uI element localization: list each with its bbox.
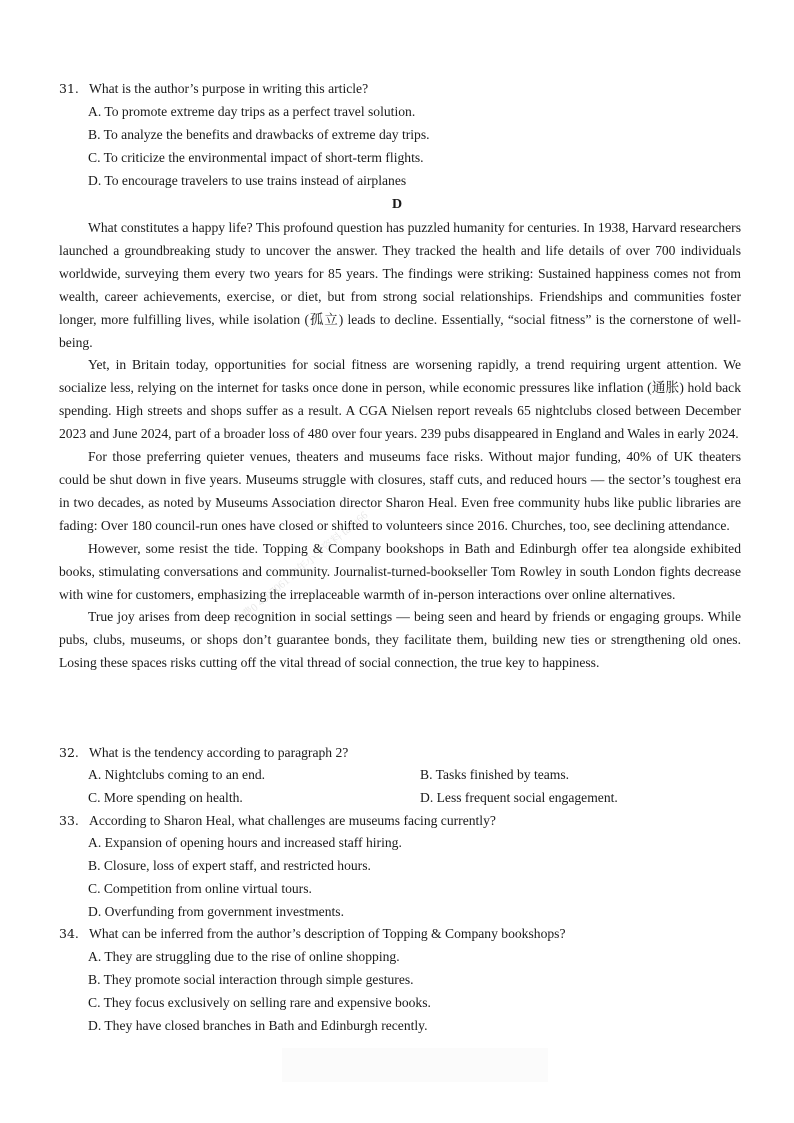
- question-number: 33.: [59, 813, 79, 828]
- question-31-option-a: A. To promote extreme day trips as a perfect travel solution.: [88, 104, 416, 119]
- question-33-option-b: B. Closure, loss of expert staff, and restricted hours.: [88, 858, 371, 873]
- question-number: 31.: [59, 81, 79, 96]
- question-32-stem: [59, 745, 348, 761]
- question-text: What is the tendency according to paragraph 2?: [89, 745, 349, 760]
- question-34-stem: [59, 926, 565, 942]
- question-text: What is the author’s purpose in writing this article?: [89, 81, 369, 96]
- passage-paragraph-2: Yet, in Britain today, opportunities for social fitness are worsening rapidly, a trend requiring urgent attention. We socialize less, relying on the internet for tasks once done in person, while economic pressures like inflation (通胀) hold back spending. High streets and shops suffer as a result. A CGA Nielsen report reveals 65 nightclubs closed between December 2023 and June 2024, part of a broader loss of 480 over four years. 239 pubs disappeared in England and Wales in early 2024.: [59, 357, 741, 442]
- question-34-option-b: B. They promote social interaction through simple gestures.: [88, 972, 414, 987]
- passage-paragraph-1: What constitutes a happy life? This profound question has puzzled humanity for centuries. In 1938, Harvard researchers launched a groundbreaking study to uncover the answer. They tracked the health and life details of over 700 individuals worldwide, surveying them every two years for 85 years. The findings were striking: Sustained happiness comes not from wealth, career achievements, exercise, or diet, but from strong social relationships. Friendships and communities foster longer, more fulfilling lives, while isolation (孤立) leads to decline. Essentially, “social fitness” is the cornerstone of well-being.: [59, 220, 741, 350]
- question-number: 34.: [59, 926, 79, 941]
- question-31-option-b: B. To analyze the benefits and drawbacks of extreme day trips.: [88, 127, 430, 142]
- question-33-option-d: D. Overfunding from government investments.: [88, 904, 344, 919]
- question-32-option-c: C. More spending on health.: [88, 790, 243, 805]
- question-31-option-c: C. To criticize the environmental impact of short-term flights.: [88, 150, 424, 165]
- question-number: 32.: [59, 745, 79, 760]
- section-heading: D: [391, 197, 403, 212]
- footer-blank-area: [282, 1048, 548, 1082]
- question-text: What can be inferred from the author’s description of Topping & Company bookshops?: [89, 926, 566, 941]
- reading-passage: [59, 217, 741, 675]
- question-34-option-d: D. They have closed branches in Bath and Edinburgh recently.: [88, 1018, 428, 1033]
- question-34-option-c: C. They focus exclusively on selling rare and expensive books.: [88, 995, 431, 1010]
- passage-paragraph-5: True joy arises from deep recognition in social settings — being seen and heard by friends or engaging groups. While pubs, clubs, museums, or shops don’t guarantee bonds, they facilitate them, building new ties or strengthening old ones. Losing these spaces risks cutting off the vital thread of social connection, the true key to happiness.: [59, 609, 741, 671]
- question-31-option-d: D. To encourage travelers to use trains instead of airplanes: [88, 173, 407, 188]
- question-33-option-c: C. Competition from online virtual tours.: [88, 881, 312, 896]
- question-34-option-a: A. They are struggling due to the rise of online shopping.: [88, 949, 400, 964]
- question-32-option-b: B. Tasks finished by teams.: [420, 767, 570, 782]
- passage-paragraph-3: For those preferring quieter venues, theaters and museums face risks. Without major funding, 40% of UK theaters could be shut down in five years. Museums struggle with closures, staff cuts, and reduced hours — the sector’s toughest era in two decades, as noted by Museums Association director Sharon Heal. Even free community hubs like public libraries are fading: Over 180 council-run ones have closed or shifted to volunteers since 2016. Churches, too, see declining attendance.: [59, 449, 741, 533]
- question-31-stem: [59, 81, 368, 97]
- question-33-stem: [59, 813, 496, 829]
- passage-paragraph-4: However, some resist the tide. Topping & Company bookshops in Bath and Edinburgh offer tea alongside exhibited books, stimulating conversations and community. Journalist-turned-bookseller Tom Rowley in south London fights decrease with wine for customers, emphasizing the irreplaceable warmth of in-person interactions over online alternatives.: [59, 540, 741, 602]
- question-text: According to Sharon Heal, what challenges are museums facing currently?: [89, 813, 496, 828]
- question-33-option-a: A. Expansion of opening hours and increased staff hiring.: [88, 835, 402, 850]
- question-32-option-d: D. Less frequent social engagement.: [420, 790, 618, 805]
- question-32-option-a: A. Nightclubs coming to an end.: [88, 767, 266, 782]
- watermark: 免费0 4807061 26年小学资料 tatot66: [231, 509, 371, 629]
